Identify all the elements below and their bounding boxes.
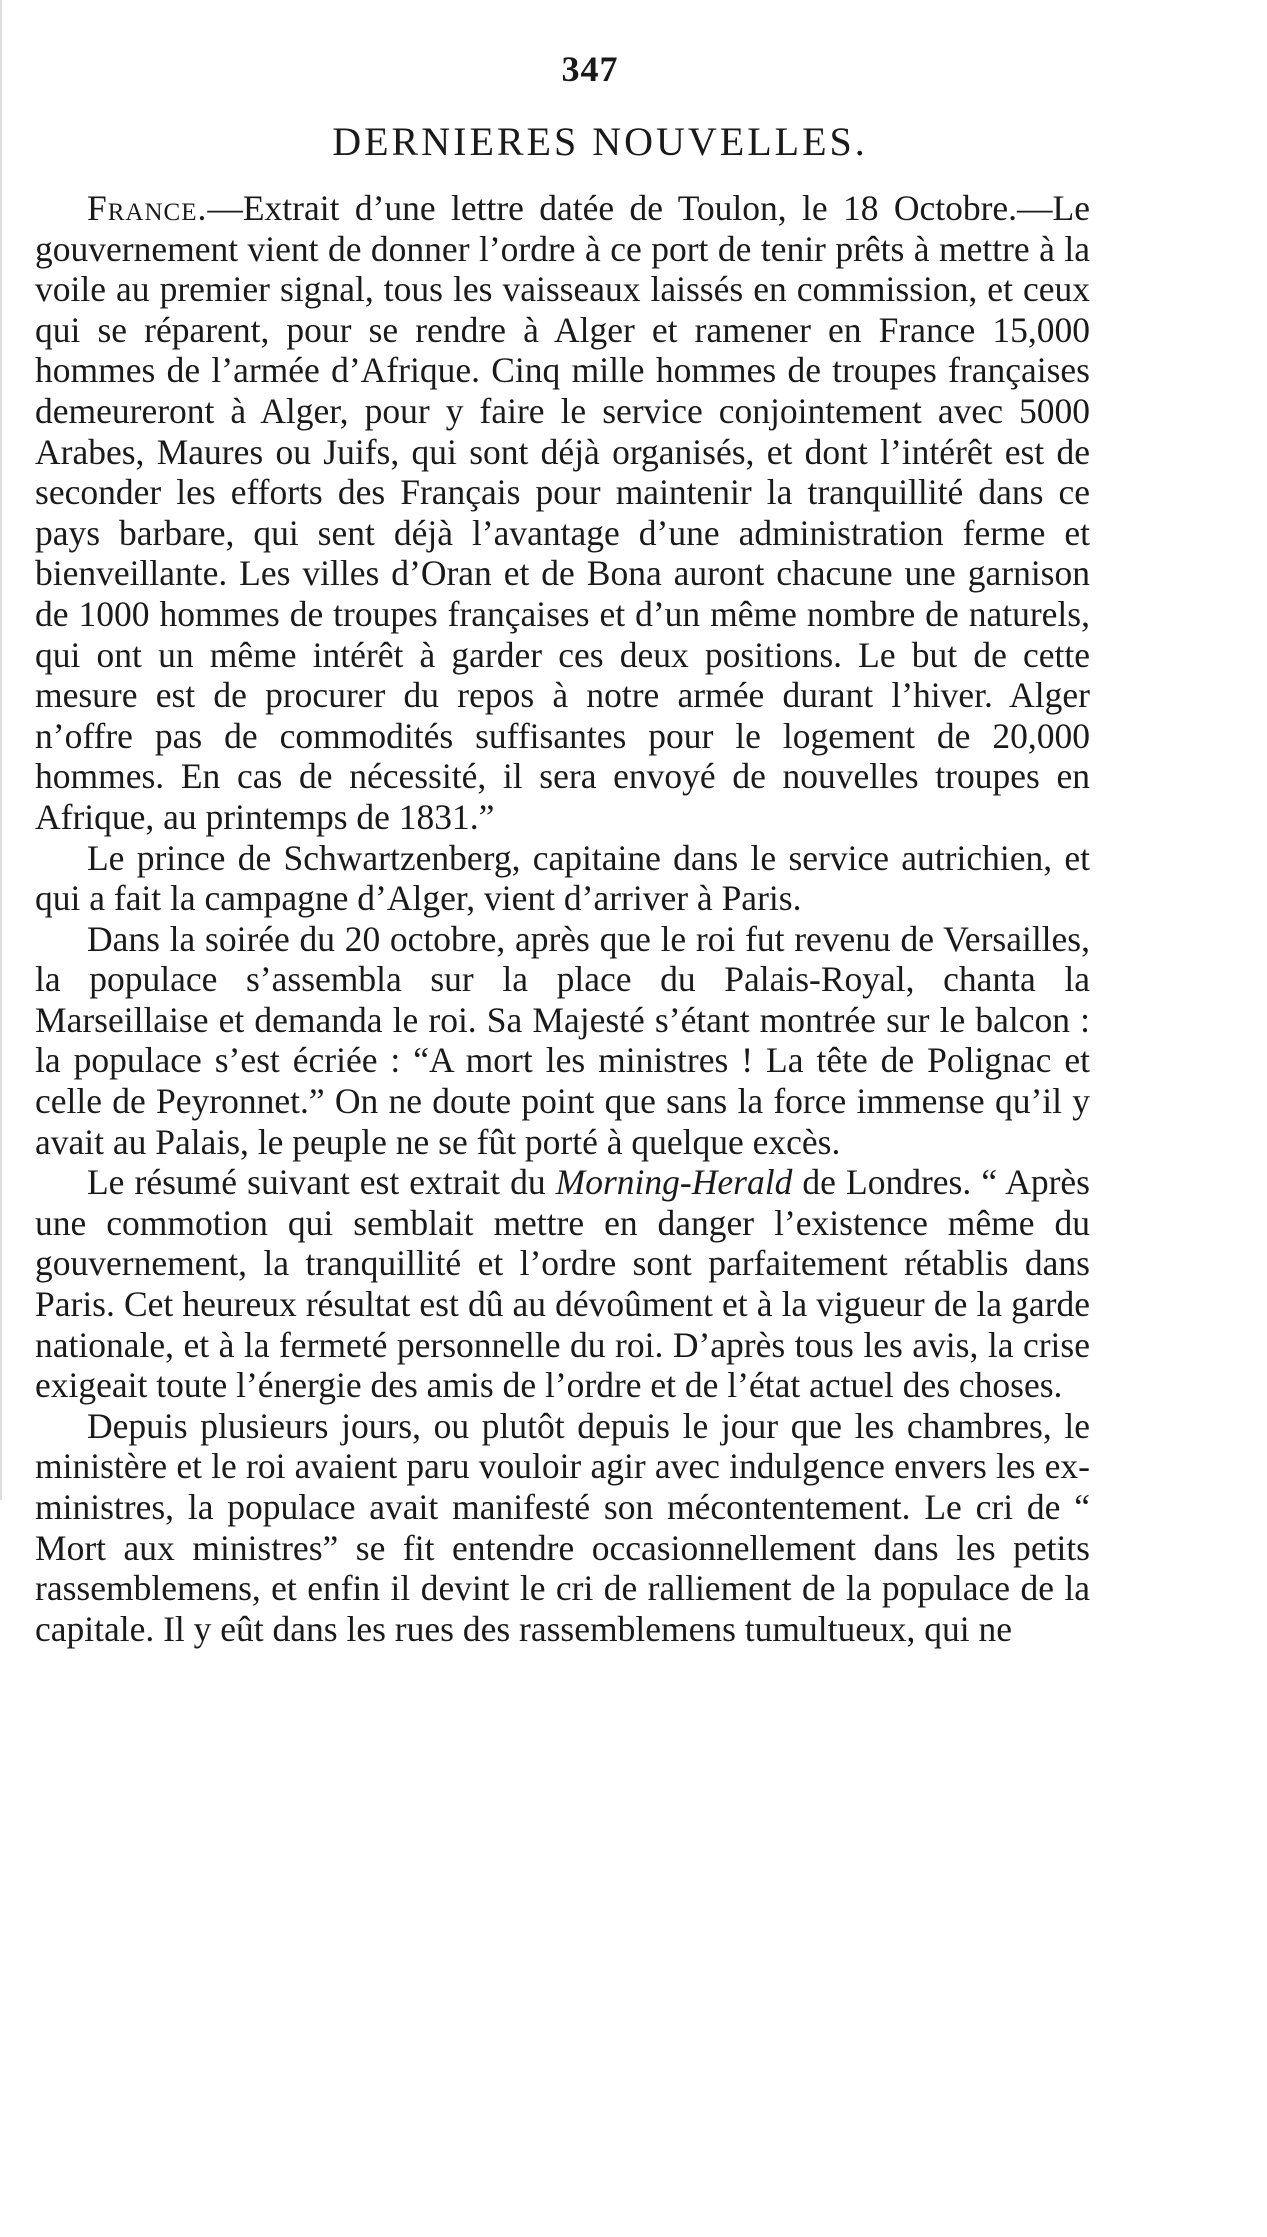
page-edge-rule [0, 0, 2, 1500]
paragraph-text-before: Le résumé suivant est extrait du [87, 1162, 556, 1203]
paragraph-lead: France. [87, 188, 208, 228]
newspaper-title: Morning-Herald [555, 1162, 793, 1203]
paragraph-morning-herald [35, 1162, 1090, 1406]
page-number: 347 [561, 49, 619, 89]
paragraph-france [35, 188, 1090, 838]
paragraph-soiree: Dans la soirée du 20 octobre, après que le roi fut revenu de Versailles, la populace s’assembla sur la place du Palais-Royal, chanta la Marseillaise et demanda le roi. Sa Majesté s’étant montrée sur le balcon : la populace s’est écriée : “A mort les ministres ! La tête de Polignac et celle de Peyronnet.” On ne doute point que sans la force immense qu’il y avait au Palais, le peuple ne se fût porté à quelque excès. [35, 918, 1090, 1162]
paragraph-text: —Extrait d’une lettre datée de Toulon, le 18 Octobre.—Le gouvernement vient de donner l’ordre à ce port de tenir prêts à mettre à la voile au premier signal, tous les vaisseaux laissés en commission, et ceux qui se réparent, pour se rendre à Alger et ramener en France 15,000 hommes de l’armée d’Afrique. Cinq mille hommes de troupes françaises demeureront à Alger, pour y faire le service conjointement avec 5000 Arabes, Maures ou Juifs, qui sont déjà organisés, et dont l’intérêt est de seconder les efforts des Français pour maintenir la tranquillité dans ce pays barbare, qui sent déjà l’avantage d’une administration ferme et bienveillante. Les villes d’Oran et de Bona auront chacune une garnison de 1000 hommes de troupes françaises et d’un même nombre de naturels, qui ont un même intérêt à garder ces deux positions. Le but de cette mesure est de procurer du repos à notre armée durant l’hiver. Alger n’offre pas de commodités suffisantes pour le logement de 20,000 hommes. En cas de nécessité, il sera envoyé de nouvelles troupes en Afrique, au printemps de 1831.” [35, 188, 1090, 837]
paragraph-text-after: de Londres. “ Après une commotion qui semblait mettre en danger l’existence même du gouvernement, la tranquillité et l’ordre sont parfaitement rétablis dans Paris. Cet heureux résultat est dû au dévoûment et à la vigueur de la garde nationale, et à la fermeté personnelle du roi. D’après tous les avis, la crise exigeait toute l’énergie des amis de l’ordre et de l’état actuel des choses. [35, 1162, 1090, 1406]
section-heading: DERNIERES NOUVELLES. [332, 119, 868, 164]
paragraph-schwartzenberg: Le prince de Schwartzenberg, capitaine dans le service autrichien, et qui a fait la campagne d’Alger, vient d’arriver à Paris. [35, 837, 1090, 919]
article-body [35, 188, 1090, 1649]
paragraph-depuis: Depuis plusieurs jours, ou plutôt depuis le jour que les chambres, le ministère et le roi avaient paru vouloir agir avec indulgence envers les ex-ministres, la populace avait manifesté son mécontentement. Le cri de “ Mort aux ministres” se fit entendre occasionnellement dans les petits rassemblemens, et enfin il devint le cri de ralliement de la populace de la capitale. Il y eût dans les rues des rassemblemens tumultueux, qui ne [35, 1405, 1090, 1649]
